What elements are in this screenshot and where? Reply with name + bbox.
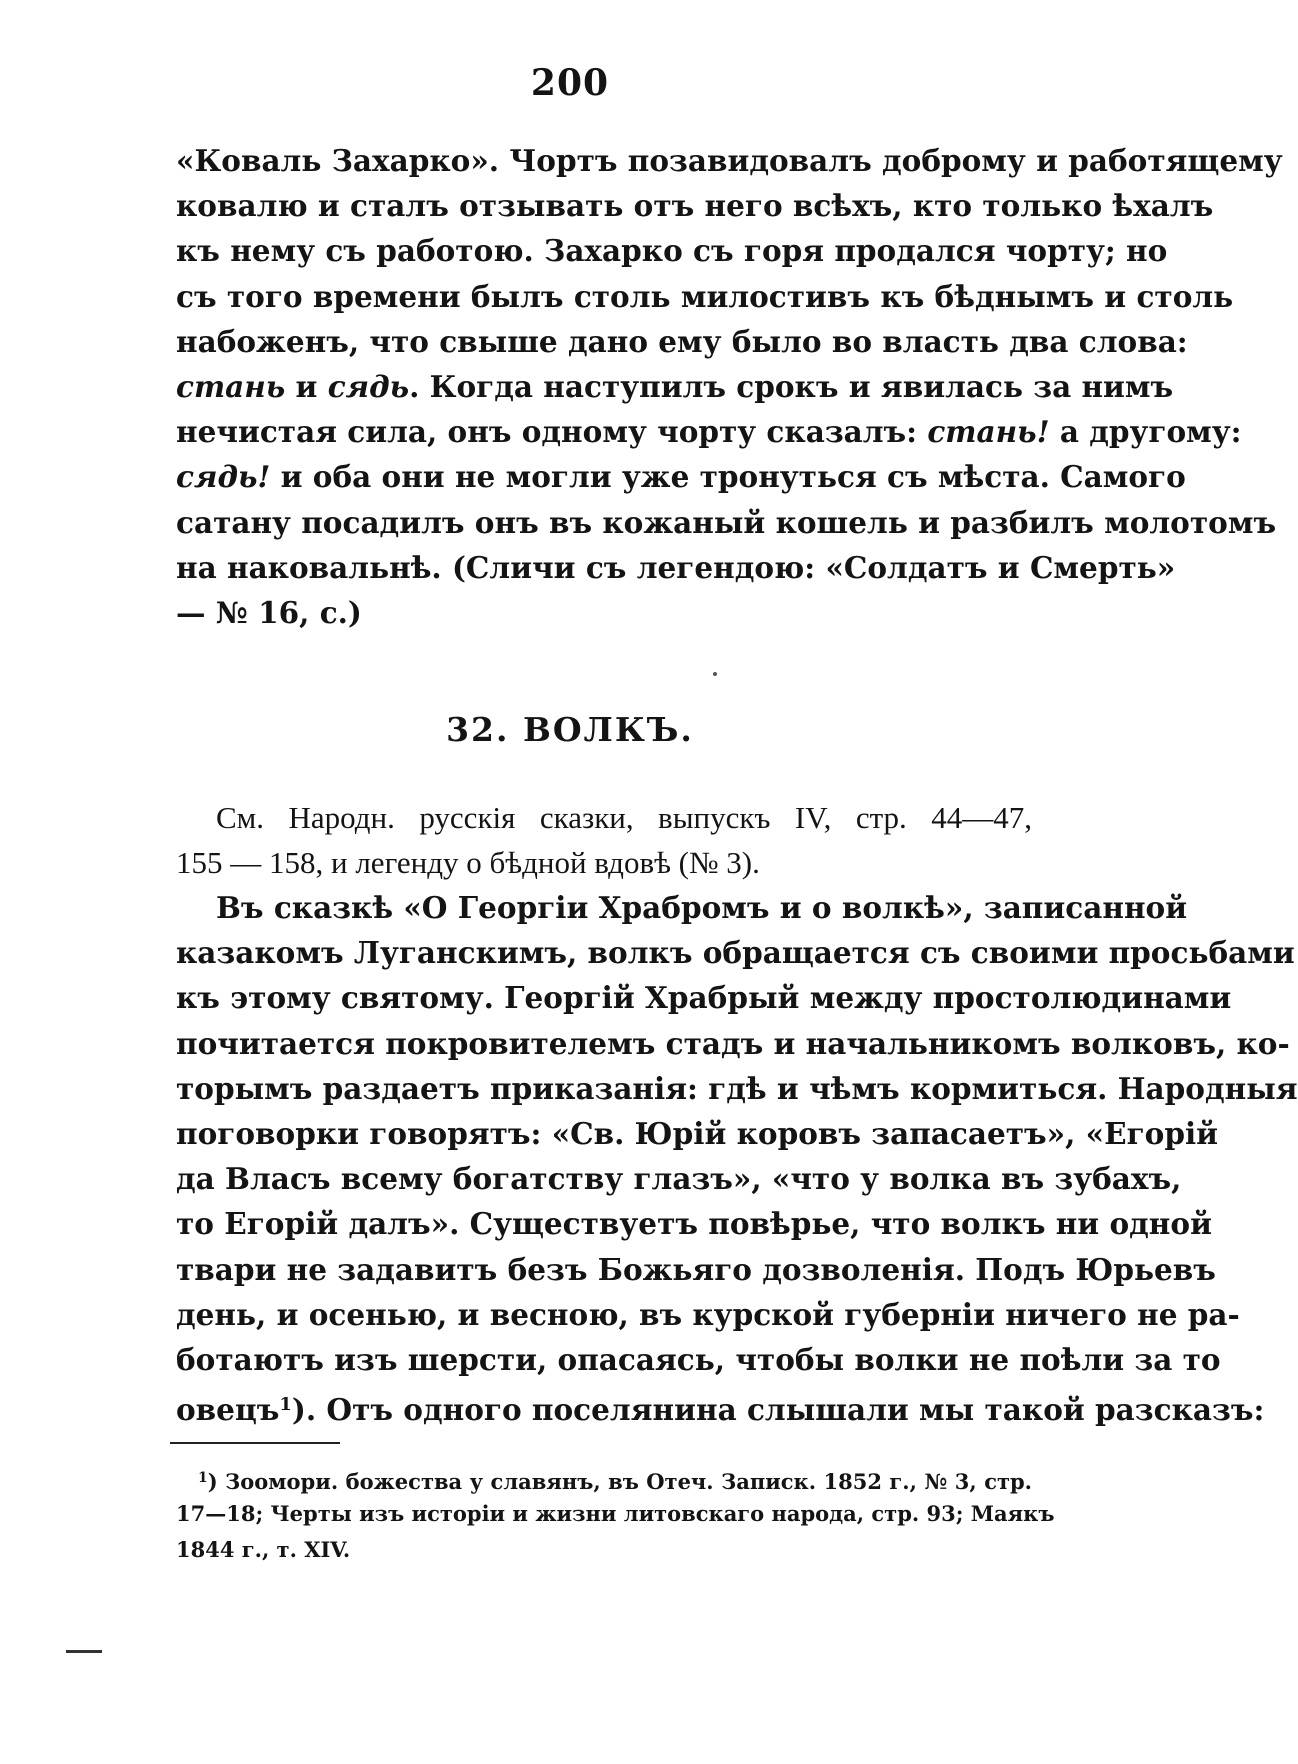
- text-run: ) Зоомори. божества у славянъ, въ Отеч. Записк. 1852 г., № 3, стр.: [207, 1469, 1032, 1494]
- footnote-marker: 1: [198, 1470, 208, 1486]
- page-number: 200: [530, 62, 610, 104]
- text-run: ). Отъ одного поселянина слышали мы такой разсказъ:: [291, 1392, 1265, 1428]
- text-line: твари не задавитъ безъ Божьяго дозволенія. Подъ Юрьевъ: [176, 1251, 1216, 1287]
- text-line: набоженъ, что свыше дано ему было во власть два слова:: [176, 323, 1188, 359]
- italic-word: стань: [176, 368, 286, 404]
- paragraph-koval-zakharko: [176, 138, 1283, 635]
- footnote-separator: [170, 1442, 340, 1444]
- text-line: [176, 409, 1242, 454]
- text-line: къ этому святому. Георгій Храбрый между простолюдинами: [176, 980, 1232, 1016]
- footnote-line: [176, 1460, 1032, 1496]
- text-line: См. Народн. русскія сказки, выпускъ IV, стр. 44—47,: [216, 800, 1032, 835]
- text-line: «Коваль Захарко». Чортъ позавидовалъ доброму и работящему: [176, 143, 1283, 178]
- text-line: съ того времени былъ столь милостивъ къ бѣднымъ и столь: [176, 278, 1234, 314]
- text-line: да Власъ всему богатству глазъ», «что у волка въ зубахъ,: [176, 1161, 1182, 1197]
- text-line: [176, 364, 1174, 409]
- footnote-marker: 1: [279, 1394, 292, 1416]
- footnote-line: 1844 г., т. XIV.: [176, 1537, 351, 1562]
- footnote-line: 17—18; Черты изъ исторіи и жизни литовскаго народа, стр. 93; Маякъ: [176, 1501, 1055, 1526]
- text-line: почитается покровителемъ стадъ и начальникомъ волковъ, ко-: [176, 1025, 1290, 1061]
- text-line: поговорки говорятъ: «Св. Юрій коровъ запасаетъ», «Егорій: [176, 1115, 1219, 1151]
- italic-word: стань!: [927, 414, 1050, 450]
- text-line: [176, 1382, 1265, 1428]
- text-line: торымъ раздаетъ приказанія: гдѣ и чѣмъ кормиться. Народныя: [176, 1070, 1298, 1106]
- italic-word: сядь!: [176, 459, 271, 495]
- text-line: сатану посадилъ онъ въ кожаный кошель и разбилъ молотомъ: [176, 504, 1277, 540]
- text-line: казакомъ Луганскимъ, волкъ обращается съ своими просьбами: [176, 935, 1295, 971]
- section-title: 32. ВОЛКЪ.: [446, 710, 694, 749]
- text-line: ковалю и сталъ отзывать отъ него всѣхъ, кто только ѣхалъ: [176, 188, 1214, 224]
- paragraph-reference: [176, 795, 1032, 885]
- text-line: [176, 454, 1186, 499]
- text-run: овецъ: [176, 1392, 280, 1428]
- text-line: Въ сказкѣ «О Георгіи Храбромъ и о волкѣ», записанной: [216, 890, 1188, 925]
- text-line: то Егорій далъ». Существуетъ повѣрье, что волкъ ни одной: [176, 1206, 1212, 1242]
- text-run: нечистая сила, онъ одному чорту сказалъ:: [176, 414, 928, 450]
- italic-word: сядь: [327, 368, 410, 404]
- footnote: [176, 1460, 1055, 1568]
- text-line: на наковальнѣ. (Сличи съ легендою: «Солдатъ и Смерть»: [176, 549, 1176, 585]
- text-line: — № 16, с.): [176, 594, 362, 630]
- text-line: 155 — 158, и легенду о бѣдной вдовѣ (№ 3).: [176, 845, 760, 881]
- text-line: ботаютъ изъ шерсти, опасаясь, чтобы волки не поѣли за то: [176, 1341, 1221, 1377]
- text-run: и оба они не могли уже тронуться съ мѣста. Самого: [270, 459, 1186, 495]
- text-run: и: [285, 368, 328, 404]
- text-line: къ нему съ работою. Захарко съ горя продался чорту; но: [176, 233, 1168, 269]
- text-line: день, и осенью, и весною, въ курской губерніи ничего не ра-: [176, 1296, 1240, 1332]
- text-run: . Когда наступилъ срокъ и явилась за нимъ: [409, 368, 1174, 404]
- paragraph-georgiy: [176, 885, 1298, 1428]
- margin-mark: [66, 1650, 102, 1653]
- print-speck: [713, 672, 717, 676]
- text-run: а другому:: [1049, 414, 1242, 450]
